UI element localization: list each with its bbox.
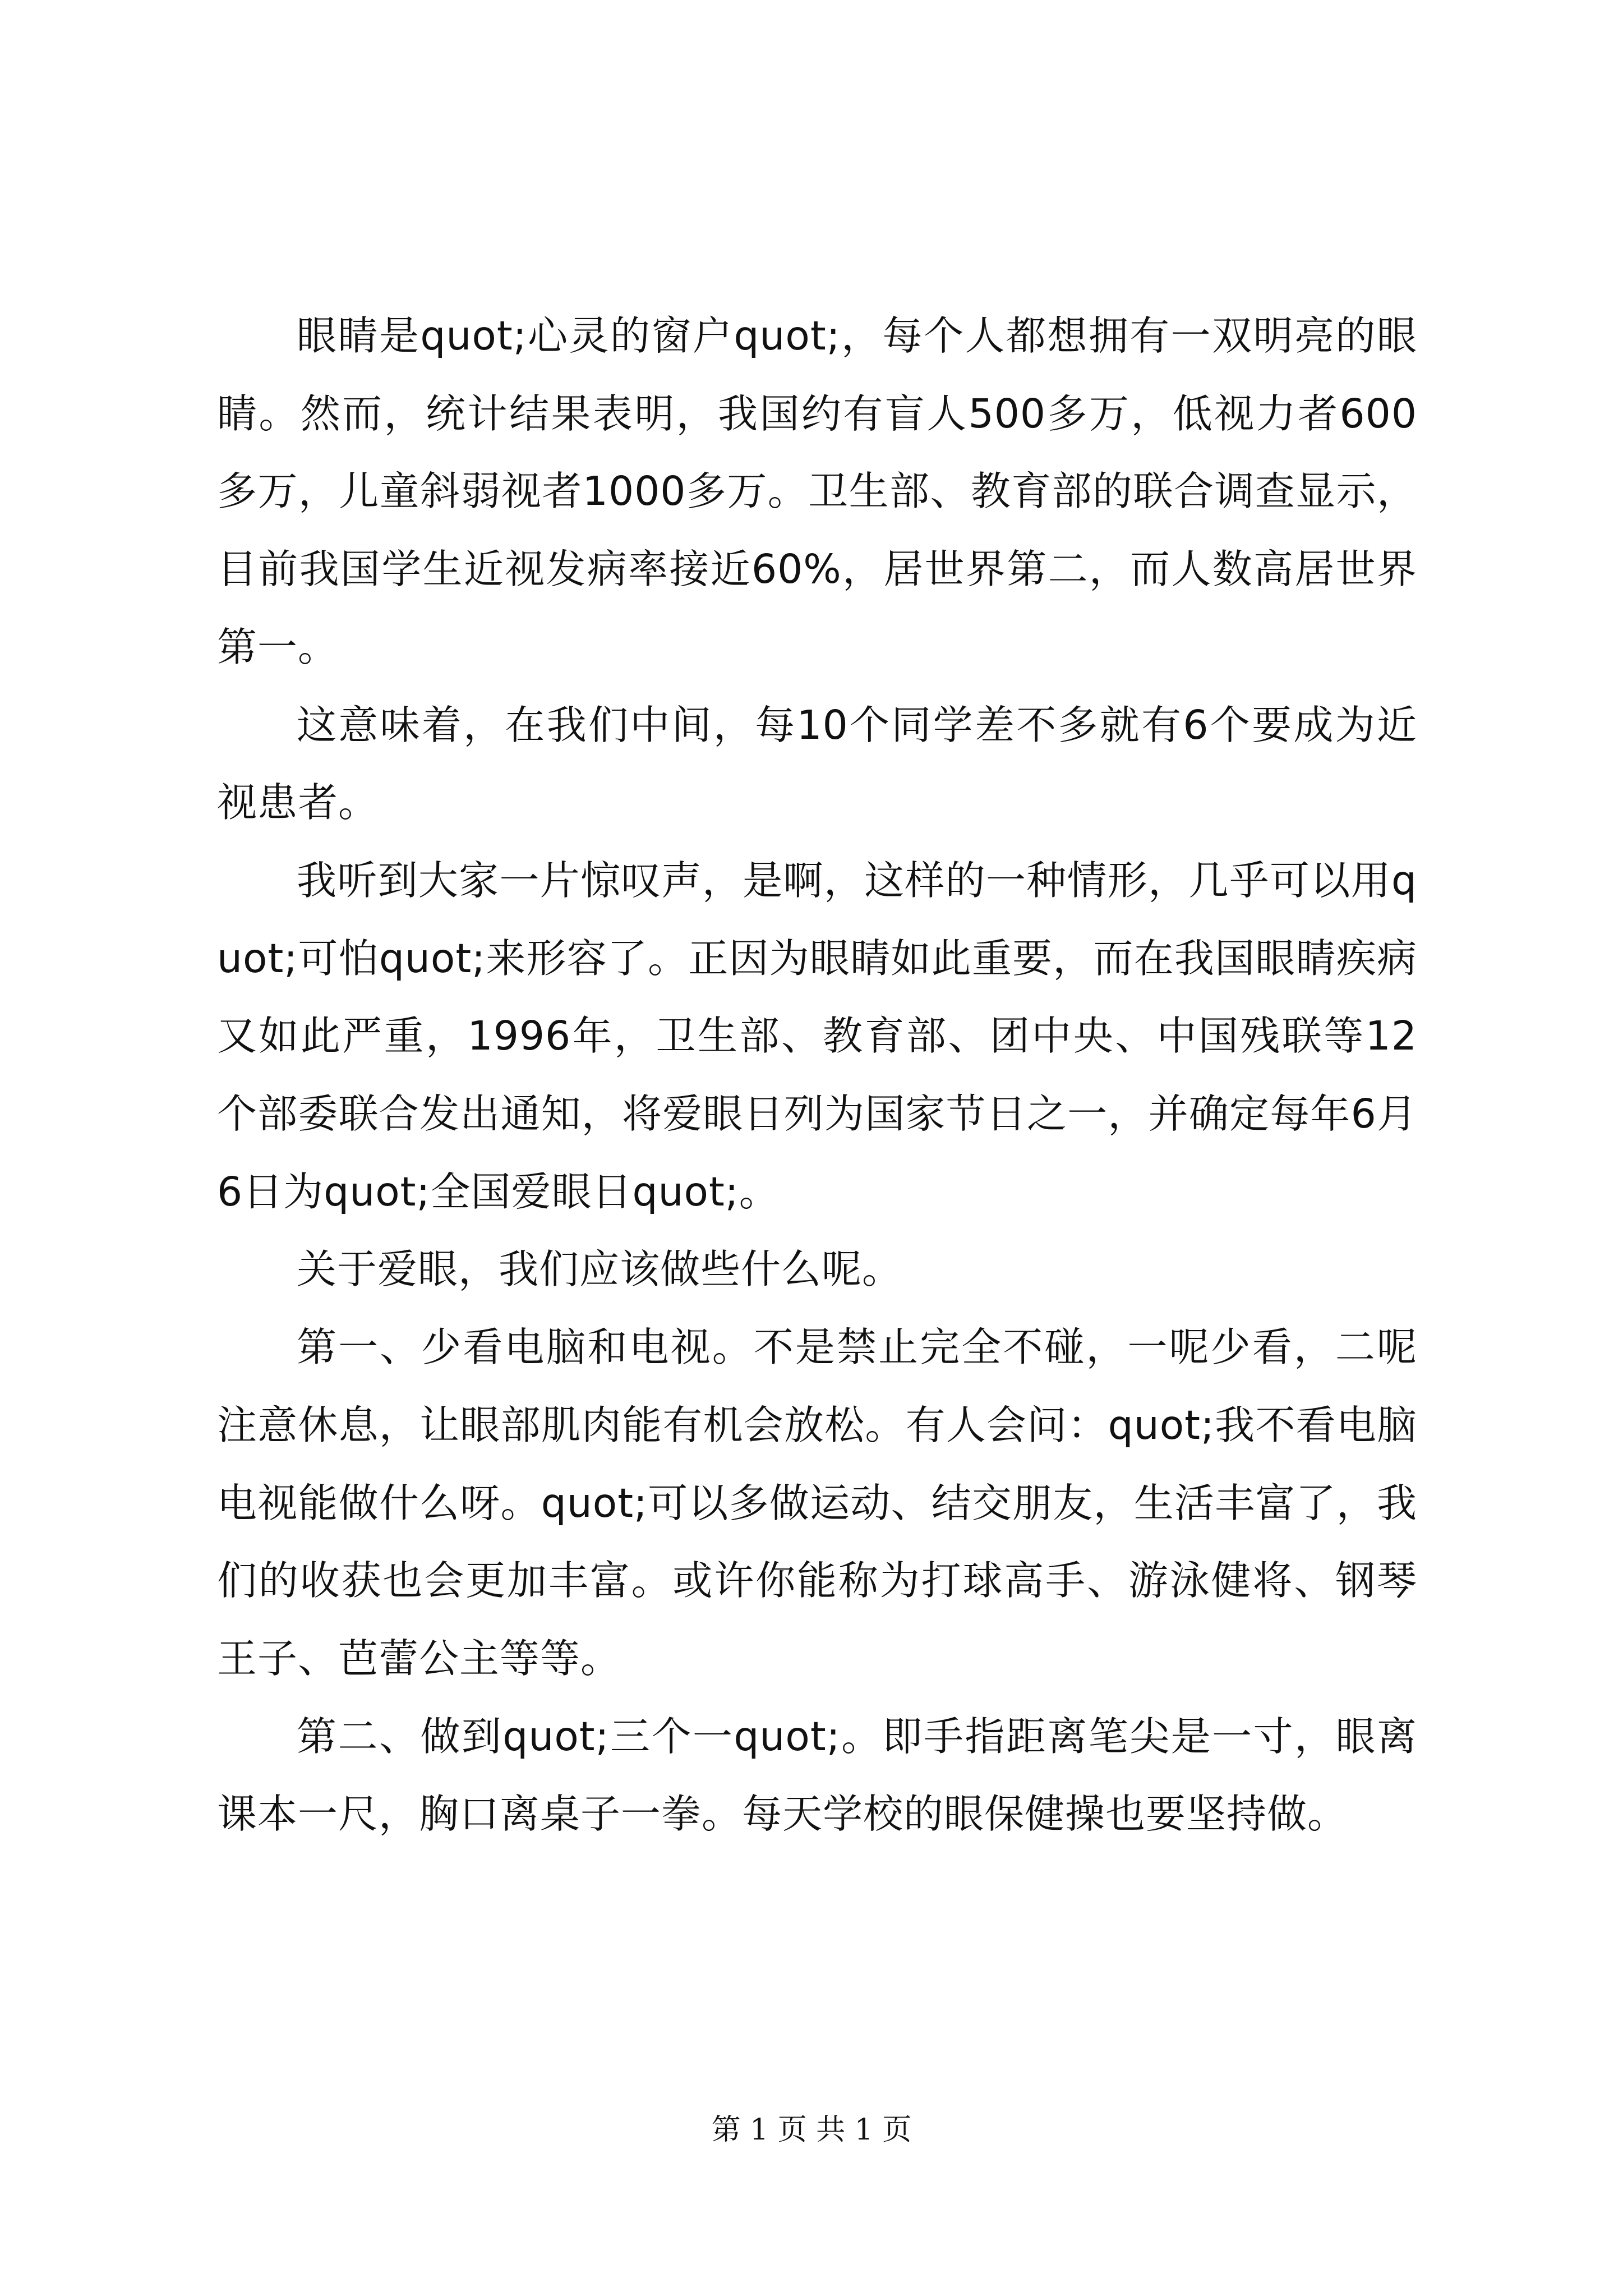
page-number-footer: 第 1 页 共 1 页 [711, 2113, 912, 2147]
paragraph-eye-day: 我听到大家一片惊叹声，是啊，这样的一种情形，几乎可以用quot;可怕quot;来形容了。正因为眼睛如此重要，而在我国眼睛疾病又如此严重，1996年，卫生部、教育部、团中央、中国残联等12个部委联合发出通知，将爱眼日列为国家节日之一，并确定每年6月6日为quot;全国爱眼日quot;。 [217, 857, 1417, 1215]
paragraph-question: 关于爱眼，我们应该做些什么呢。 [297, 1246, 903, 1293]
paragraph-second-point: 第二、做到quot;三个一quot;。即手指距离笔尖是一寸，眼离课本一尺，胸口离桌子一拳。每天学校的眼保健操也要坚持做。 [217, 1713, 1417, 1838]
document-body [217, 297, 1417, 1853]
paragraph-first-point: 第一、少看电脑和电视。不是禁止完全不碰，一呢少看，二呢注意休息，让眼部肌肉能有机会放松。有人会问：quot;我不看电脑电视能做什么呀。quot;可以多做运动、结交朋友，生活丰富了，我们的收获也会更加丰富。或许你能称为打球高手、游泳健将、钢琴王子、芭蕾公主等等。 [217, 1324, 1417, 1682]
paragraph-meaning: 这意味着，在我们中间，每10个同学差不多就有6个要成为近视患者。 [217, 701, 1417, 826]
paragraph-statistics: 眼睛是quot;心灵的窗户quot;，每个人都想拥有一双明亮的眼睛。然而，统计结果表明，我国约有盲人500多万，低视力者600多万，儿童斜弱视者1000多万。卫生部、教育部的联合调查显示，目前我国学生近视发病率接近60%，居世界第二，而人数高居世界第一。 [217, 312, 1417, 670]
